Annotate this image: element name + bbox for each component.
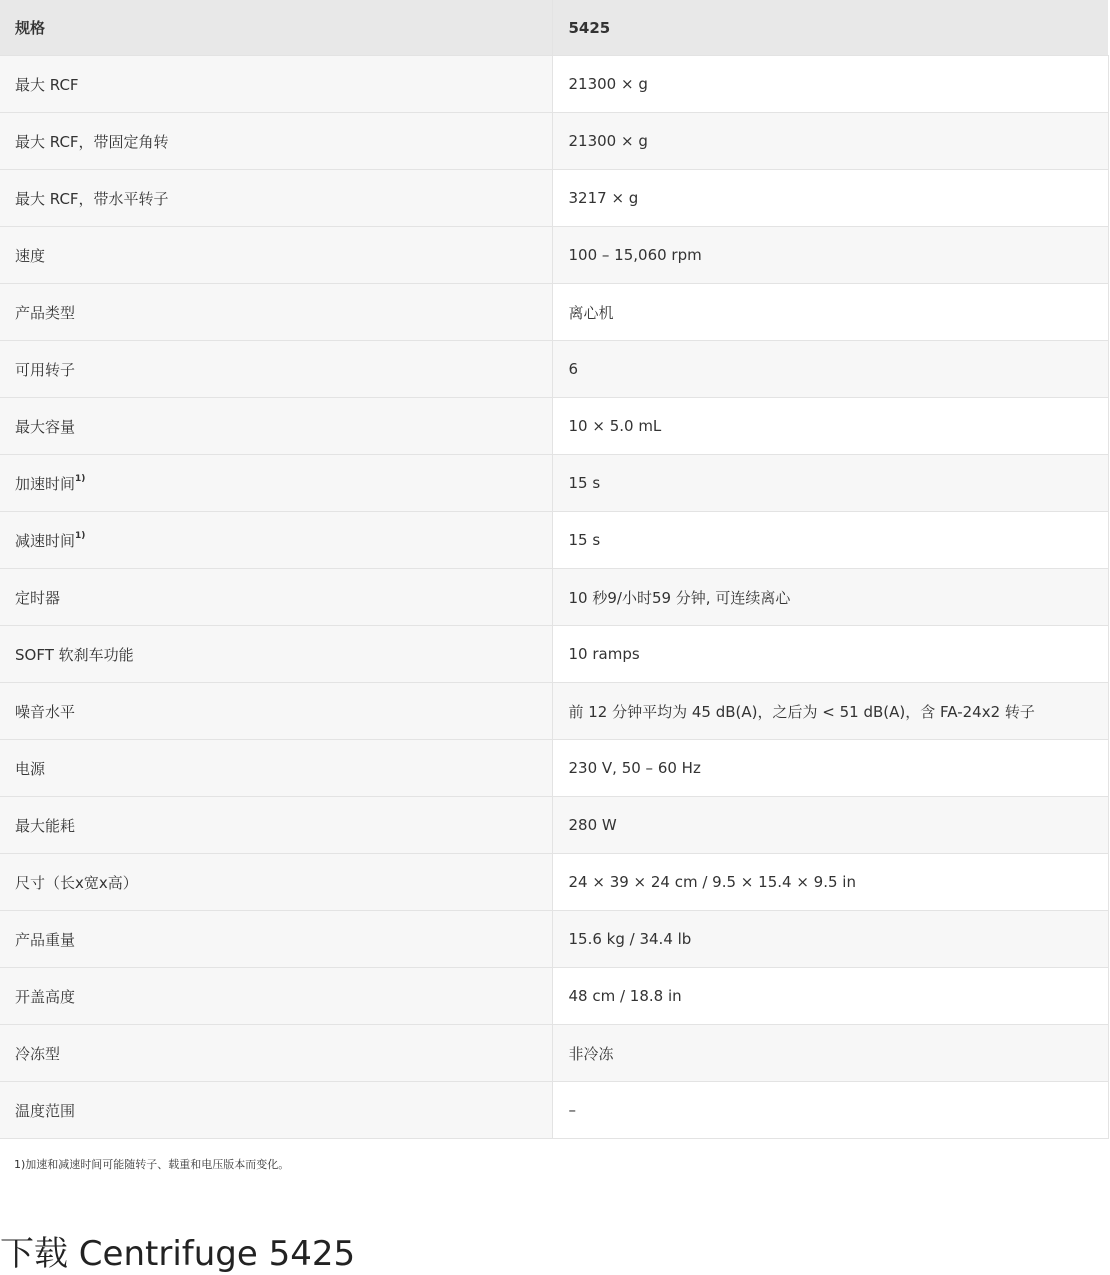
spec-value: 15.6 kg / 34.4 lb — [552, 911, 1108, 968]
table-row — [0, 56, 1108, 113]
downloads-heading: 下载 Centrifuge 5425 — [0, 1234, 356, 1274]
table-body — [0, 56, 1108, 1139]
spec-label-cell — [0, 113, 552, 170]
spec-label-cell — [0, 341, 552, 398]
spec-label: SOFT 软刹车功能 — [15, 645, 134, 664]
table-row — [0, 854, 1108, 911]
table-row — [0, 398, 1108, 455]
spec-label: 最大能耗 — [15, 816, 76, 835]
spec-label: 最大 RCF — [15, 75, 79, 94]
spec-value: 48 cm / 18.8 in — [552, 968, 1108, 1025]
spec-value: 15 s — [552, 512, 1108, 569]
spec-value: 离心机 — [552, 284, 1108, 341]
spec-value: 230 V, 50 – 60 Hz — [552, 740, 1108, 797]
table-row — [0, 968, 1108, 1025]
spec-value: 6 — [552, 341, 1108, 398]
spec-label: 温度范围 — [15, 1101, 76, 1120]
spec-label: 速度 — [15, 246, 46, 265]
spec-label-cell — [0, 512, 552, 569]
spec-label: 尺寸（长x宽x高） — [15, 873, 138, 892]
spec-label: 减速时间 — [15, 531, 76, 550]
table-row — [0, 1082, 1108, 1139]
table-row — [0, 455, 1108, 512]
spec-label: 最大 RCF，带固定角转 — [15, 132, 169, 151]
spec-value: 24 × 39 × 24 cm / 9.5 × 15.4 × 9.5 in — [552, 854, 1108, 911]
table-row — [0, 740, 1108, 797]
spec-value: 3217 × g — [552, 170, 1108, 227]
spec-value: 100 – 15,060 rpm — [552, 227, 1108, 284]
spec-label-cell — [0, 569, 552, 626]
spec-label: 冷冻型 — [15, 1044, 61, 1063]
spec-value: 非冷冻 — [552, 1025, 1108, 1082]
footnote: 1)加速和减速时间可能随转子、载重和电压版本而变化。 — [14, 1158, 290, 1171]
spec-label-cell — [0, 284, 552, 341]
table-row — [0, 113, 1108, 170]
spec-value: 15 s — [552, 455, 1108, 512]
spec-value: 10 ramps — [552, 626, 1108, 683]
spec-value: 21300 × g — [552, 56, 1108, 113]
spec-value: 21300 × g — [552, 113, 1108, 170]
table-row — [0, 512, 1108, 569]
table-header-row — [0, 0, 1108, 56]
table-row — [0, 797, 1108, 854]
spec-label: 最大 RCF，带水平转子 — [15, 189, 169, 208]
spec-label: 最大容量 — [15, 417, 76, 436]
spec-value: – — [552, 1082, 1108, 1139]
spec-label-cell — [0, 398, 552, 455]
spec-label-cell — [0, 170, 552, 227]
table-row — [0, 227, 1108, 284]
table-row — [0, 911, 1108, 968]
spec-label: 产品重量 — [15, 930, 76, 949]
table-row — [0, 1025, 1108, 1082]
spec-label: 加速时间 — [15, 474, 76, 493]
spec-label-cell — [0, 227, 552, 284]
spec-label-cell — [0, 740, 552, 797]
spec-value: 10 × 5.0 mL — [552, 398, 1108, 455]
spec-value: 280 W — [552, 797, 1108, 854]
footnote-marker: 1) — [75, 530, 86, 541]
header-spec-label: 规格 — [0, 0, 552, 56]
spec-label: 产品类型 — [15, 303, 76, 322]
table-row — [0, 170, 1108, 227]
spec-label: 可用转子 — [15, 360, 76, 379]
table-row — [0, 683, 1108, 740]
spec-label-cell — [0, 626, 552, 683]
spec-label-cell — [0, 1082, 552, 1139]
spec-label-cell — [0, 683, 552, 740]
spec-label-cell — [0, 911, 552, 968]
spec-label-cell — [0, 968, 552, 1025]
spec-label-cell — [0, 854, 552, 911]
spec-label-cell — [0, 1025, 552, 1082]
spec-value: 前 12 分钟平均为 45 dB(A)，之后为 < 51 dB(A)，含 FA-24x2 转子 — [552, 683, 1108, 740]
table-row — [0, 284, 1108, 341]
spec-value: 10 秒9/小时59 分钟, 可连续离心 — [552, 569, 1108, 626]
spec-label-cell — [0, 56, 552, 113]
spec-label-cell — [0, 455, 552, 512]
spec-label: 开盖高度 — [15, 987, 76, 1006]
spec-label: 定时器 — [15, 588, 61, 607]
footnote-marker: 1) — [75, 473, 86, 484]
spec-label: 电源 — [15, 759, 46, 778]
table-row — [0, 341, 1108, 398]
table-row — [0, 626, 1108, 683]
spec-label: 噪音水平 — [15, 702, 76, 721]
spec-label-cell — [0, 797, 552, 854]
header-model: 5425 — [552, 0, 1108, 56]
table-row — [0, 569, 1108, 626]
